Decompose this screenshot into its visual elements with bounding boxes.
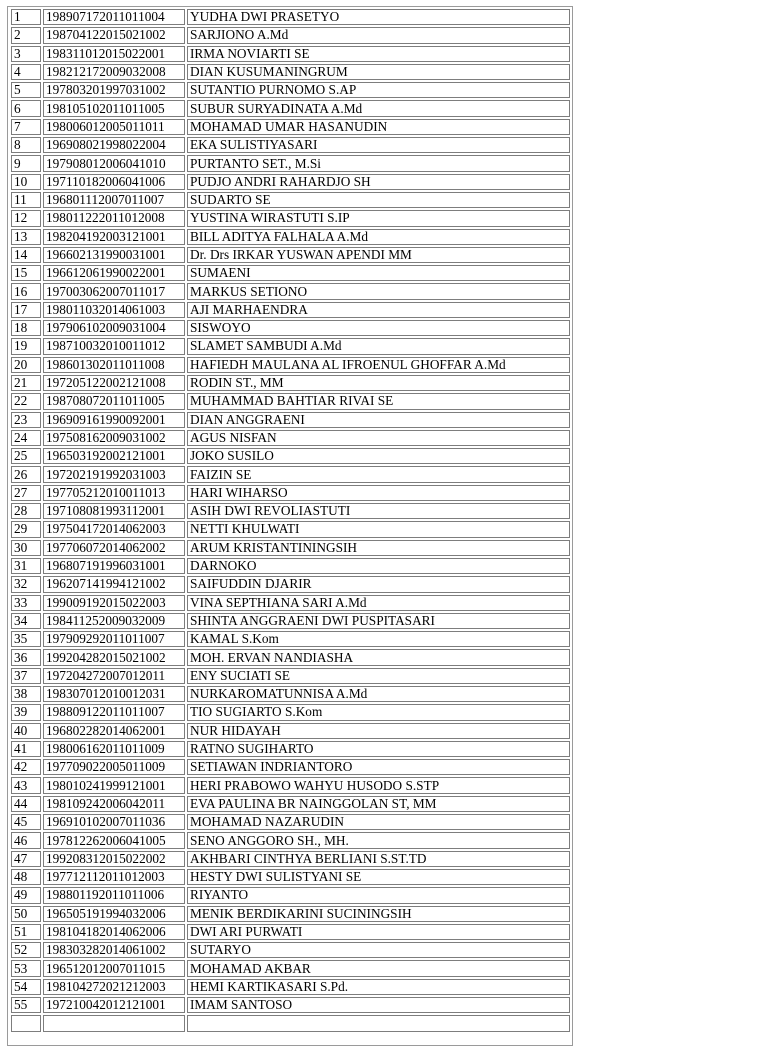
- row-number-cell: 54: [11, 979, 41, 995]
- nip-cell: 198303282014061002: [43, 942, 185, 958]
- table-row: [11, 265, 570, 281]
- name-cell: SLAMET SAMBUDI A.Md: [187, 338, 570, 354]
- table-row: [11, 777, 570, 793]
- name-cell: SUDARTO SE: [187, 192, 570, 208]
- table-row: [11, 448, 570, 464]
- nip-cell: 197508162009031002: [43, 430, 185, 446]
- table-row: [11, 247, 570, 263]
- row-number-cell: 9: [11, 155, 41, 171]
- table-row: [11, 430, 570, 446]
- table-row: [11, 704, 570, 720]
- nip-cell: 198708072011011005: [43, 393, 185, 409]
- row-number-cell: 45: [11, 814, 41, 830]
- row-number-cell: 37: [11, 668, 41, 684]
- row-number-cell: 2: [11, 27, 41, 43]
- row-number-cell: 40: [11, 723, 41, 739]
- row-number-cell: 52: [11, 942, 41, 958]
- name-cell: ARUM KRISTANTININGSIH: [187, 540, 570, 556]
- name-cell: [187, 1015, 570, 1031]
- table-row: [11, 759, 570, 775]
- row-number-cell: 55: [11, 997, 41, 1013]
- row-number-cell: 48: [11, 869, 41, 885]
- name-cell: BILL ADITYA FALHALA A.Md: [187, 229, 570, 245]
- name-cell: HAFIEDH MAULANA AL IFROENUL GHOFFAR A.Md: [187, 357, 570, 373]
- table-row: [11, 649, 570, 665]
- nip-cell: 196802282014062001: [43, 723, 185, 739]
- nip-cell: 197803201997031002: [43, 82, 185, 98]
- row-number-cell: 12: [11, 210, 41, 226]
- nip-cell: 198801192011011006: [43, 887, 185, 903]
- table-row: [11, 119, 570, 135]
- name-cell: MENIK BERDIKARINI SUCININGSIH: [187, 906, 570, 922]
- row-number-cell: 36: [11, 649, 41, 665]
- table-row: [11, 613, 570, 629]
- table-row: [11, 357, 570, 373]
- nip-cell: 198011222011012008: [43, 210, 185, 226]
- nip-cell: 197504172014062003: [43, 521, 185, 537]
- name-cell: VINA SEPTHIANA SARI A.Md: [187, 595, 570, 611]
- name-cell: RIYANTO: [187, 887, 570, 903]
- nip-cell: [43, 1015, 185, 1031]
- table-row: [11, 668, 570, 684]
- nip-cell: 198907172011011004: [43, 9, 185, 25]
- name-cell: IMAM SANTOSO: [187, 997, 570, 1013]
- nip-cell: 198212172009032008: [43, 64, 185, 80]
- nip-cell: 198105102011011005: [43, 100, 185, 116]
- name-cell: SHINTA ANGGRAENI DWI PUSPITASARI: [187, 613, 570, 629]
- name-cell: HESTY DWI SULISTYANI SE: [187, 869, 570, 885]
- table-row: [11, 686, 570, 702]
- table-row: [11, 320, 570, 336]
- name-cell: ASIH DWI REVOLIASTUTI: [187, 503, 570, 519]
- name-cell: IRMA NOVIARTI SE: [187, 46, 570, 62]
- row-number-cell: 13: [11, 229, 41, 245]
- row-number-cell: 21: [11, 375, 41, 391]
- row-number-cell: 4: [11, 64, 41, 80]
- name-cell: DWI ARI PURWATI: [187, 924, 570, 940]
- row-number-cell: 38: [11, 686, 41, 702]
- nip-cell: 198411252009032009: [43, 613, 185, 629]
- name-cell: EVA PAULINA BR NAINGGOLAN ST, MM: [187, 796, 570, 812]
- table-row: [11, 155, 570, 171]
- name-cell: RODIN ST., MM: [187, 375, 570, 391]
- row-number-cell: 24: [11, 430, 41, 446]
- name-cell: Dr. Drs IRKAR YUSWAN APENDI MM: [187, 247, 570, 263]
- nip-cell: 196801112007011007: [43, 192, 185, 208]
- row-number-cell: 32: [11, 576, 41, 592]
- row-number-cell: 41: [11, 741, 41, 757]
- table-row: [11, 960, 570, 976]
- table-row: [11, 283, 570, 299]
- name-cell: SUTANTIO PURNOMO S.AP: [187, 82, 570, 98]
- row-number-cell: 25: [11, 448, 41, 464]
- nip-cell: 197204272007012011: [43, 668, 185, 684]
- name-cell: NUR HIDAYAH: [187, 723, 570, 739]
- nip-cell: 197709022005011009: [43, 759, 185, 775]
- table-row: [11, 210, 570, 226]
- table-row: [11, 521, 570, 537]
- row-number-cell: 43: [11, 777, 41, 793]
- table-row: [11, 64, 570, 80]
- table-row: [11, 723, 570, 739]
- row-number-cell: 26: [11, 466, 41, 482]
- row-number-cell: 28: [11, 503, 41, 519]
- table-row: [11, 375, 570, 391]
- name-cell: NURKAROMATUNNISA A.Md: [187, 686, 570, 702]
- name-cell: SUTARYO: [187, 942, 570, 958]
- row-number-cell: 34: [11, 613, 41, 629]
- table-row: [11, 9, 570, 25]
- table-row: [11, 887, 570, 903]
- table-row: [11, 302, 570, 318]
- name-cell: ENY SUCIATI SE: [187, 668, 570, 684]
- nip-cell: 197705212010011013: [43, 485, 185, 501]
- row-number-cell: 19: [11, 338, 41, 354]
- name-cell: AKHBARI CINTHYA BERLIANI S.ST.TD: [187, 851, 570, 867]
- nip-cell: 197909292011011007: [43, 631, 185, 647]
- nip-cell: 198104182014062006: [43, 924, 185, 940]
- name-cell: PURTANTO SET., M.Si: [187, 155, 570, 171]
- name-cell: HEMI KARTIKASARI S.Pd.: [187, 979, 570, 995]
- nip-cell: 196207141994121002: [43, 576, 185, 592]
- nip-cell: 198010241999121001: [43, 777, 185, 793]
- name-cell: MARKUS SETIONO: [187, 283, 570, 299]
- row-number-cell: 39: [11, 704, 41, 720]
- name-cell: NETTI KHULWATI: [187, 521, 570, 537]
- nip-cell: 199208312015022002: [43, 851, 185, 867]
- nip-cell: 198311012015022001: [43, 46, 185, 62]
- row-number-cell: 47: [11, 851, 41, 867]
- table-row: [11, 174, 570, 190]
- row-number-cell: 51: [11, 924, 41, 940]
- name-cell: SUBUR SURYADINATA A.Md: [187, 100, 570, 116]
- name-cell: SENO ANGGORO SH., MH.: [187, 832, 570, 848]
- table-row: [11, 906, 570, 922]
- name-cell: YUSTINA WIRASTUTI S.IP: [187, 210, 570, 226]
- table-row: [11, 942, 570, 958]
- nip-cell: 197110182006041006: [43, 174, 185, 190]
- nip-cell: 196512012007011015: [43, 960, 185, 976]
- row-number-cell: 10: [11, 174, 41, 190]
- table-row: [11, 503, 570, 519]
- employee-table-body: [11, 9, 570, 1032]
- employee-table: [9, 7, 572, 1034]
- table-row: [11, 924, 570, 940]
- name-cell: AJI MARHAENDRA: [187, 302, 570, 318]
- name-cell: MOHAMAD UMAR HASANUDIN: [187, 119, 570, 135]
- nip-cell: 198109242006042011: [43, 796, 185, 812]
- nip-cell: 196909161990092001: [43, 412, 185, 428]
- nip-cell: 198809122011011007: [43, 704, 185, 720]
- name-cell: YUDHA DWI PRASETYO: [187, 9, 570, 25]
- row-number-cell: 29: [11, 521, 41, 537]
- name-cell: JOKO SUSILO: [187, 448, 570, 464]
- table-row: [11, 796, 570, 812]
- row-number-cell: 18: [11, 320, 41, 336]
- table-row: [11, 46, 570, 62]
- table-row: [11, 82, 570, 98]
- name-cell: EKA SULISTIYASARI: [187, 137, 570, 153]
- table-row: [11, 229, 570, 245]
- table-row: [11, 540, 570, 556]
- nip-cell: 196505191994032006: [43, 906, 185, 922]
- name-cell: SARJIONO A.Md: [187, 27, 570, 43]
- name-cell: MOHAMAD AKBAR: [187, 960, 570, 976]
- row-number-cell: 44: [11, 796, 41, 812]
- row-number-cell: 50: [11, 906, 41, 922]
- name-cell: HARI WIHARSO: [187, 485, 570, 501]
- nip-cell: 196602131990031001: [43, 247, 185, 263]
- name-cell: DIAN ANGGRAENI: [187, 412, 570, 428]
- nip-cell: 197202191992031003: [43, 466, 185, 482]
- name-cell: SETIAWAN INDRIANTORO: [187, 759, 570, 775]
- nip-cell: 197210042012121001: [43, 997, 185, 1013]
- table-row: [11, 412, 570, 428]
- row-number-cell: 17: [11, 302, 41, 318]
- name-cell: FAIZIN SE: [187, 466, 570, 482]
- table-row: [11, 100, 570, 116]
- table-row: [11, 851, 570, 867]
- name-cell: MOH. ERVAN NANDIASHA: [187, 649, 570, 665]
- table-row: [11, 558, 570, 574]
- table-row: [11, 595, 570, 611]
- table-row: [11, 832, 570, 848]
- table-row: [11, 631, 570, 647]
- nip-cell: 198006012005011011: [43, 119, 185, 135]
- table-row: [11, 741, 570, 757]
- row-number-cell: 30: [11, 540, 41, 556]
- table-row: [11, 466, 570, 482]
- row-number-cell: 46: [11, 832, 41, 848]
- name-cell: RATNO SUGIHARTO: [187, 741, 570, 757]
- nip-cell: 198104272021212003: [43, 979, 185, 995]
- name-cell: TIO SUGIARTO S.Kom: [187, 704, 570, 720]
- nip-cell: 197003062007011017: [43, 283, 185, 299]
- nip-cell: 198704122015021002: [43, 27, 185, 43]
- nip-cell: 198204192003121001: [43, 229, 185, 245]
- name-cell: PUDJO ANDRI RAHARDJO SH: [187, 174, 570, 190]
- nip-cell: 199204282015021002: [43, 649, 185, 665]
- nip-cell: 196807191996031001: [43, 558, 185, 574]
- nip-cell: 198011032014061003: [43, 302, 185, 318]
- name-cell: SAIFUDDIN DJARIR: [187, 576, 570, 592]
- table-row: [11, 192, 570, 208]
- row-number-cell: 31: [11, 558, 41, 574]
- row-number-cell: 6: [11, 100, 41, 116]
- nip-cell: 199009192015022003: [43, 595, 185, 611]
- table-row: [11, 1015, 570, 1031]
- nip-cell: 196503192002121001: [43, 448, 185, 464]
- name-cell: HERI PRABOWO WAHYU HUSODO S.STP: [187, 777, 570, 793]
- nip-cell: 197706072014062002: [43, 540, 185, 556]
- row-number-cell: 15: [11, 265, 41, 281]
- row-number-cell: 5: [11, 82, 41, 98]
- nip-cell: 198006162011011009: [43, 741, 185, 757]
- row-number-cell: 53: [11, 960, 41, 976]
- table-row: [11, 393, 570, 409]
- nip-cell: 198710032010011012: [43, 338, 185, 354]
- table-row: [11, 27, 570, 43]
- nip-cell: 197205122002121008: [43, 375, 185, 391]
- nip-cell: 197812262006041005: [43, 832, 185, 848]
- nip-cell: 197908012006041010: [43, 155, 185, 171]
- table-row: [11, 576, 570, 592]
- nip-cell: 197712112011012003: [43, 869, 185, 885]
- name-cell: SISWOYO: [187, 320, 570, 336]
- table-row: [11, 485, 570, 501]
- name-cell: MOHAMAD NAZARUDIN: [187, 814, 570, 830]
- table-row: [11, 997, 570, 1013]
- table-row: [11, 338, 570, 354]
- nip-cell: 197108081993112001: [43, 503, 185, 519]
- row-number-cell: 35: [11, 631, 41, 647]
- row-number-cell: 22: [11, 393, 41, 409]
- nip-cell: 196908021998022004: [43, 137, 185, 153]
- nip-cell: 196612061990022001: [43, 265, 185, 281]
- name-cell: AGUS NISFAN: [187, 430, 570, 446]
- name-cell: MUHAMMAD BAHTIAR RIVAI SE: [187, 393, 570, 409]
- table-row: [11, 137, 570, 153]
- row-number-cell: 7: [11, 119, 41, 135]
- row-number-cell: 27: [11, 485, 41, 501]
- row-number-cell: 49: [11, 887, 41, 903]
- nip-cell: 198307012010012031: [43, 686, 185, 702]
- row-number-cell: 14: [11, 247, 41, 263]
- name-cell: KAMAL S.Kom: [187, 631, 570, 647]
- name-cell: SUMAENI: [187, 265, 570, 281]
- name-cell: DARNOKO: [187, 558, 570, 574]
- row-number-cell: [11, 1015, 41, 1031]
- table-row: [11, 979, 570, 995]
- row-number-cell: 33: [11, 595, 41, 611]
- row-number-cell: 20: [11, 357, 41, 373]
- table-row: [11, 869, 570, 885]
- nip-cell: 196910102007011036: [43, 814, 185, 830]
- nip-cell: 198601302011011008: [43, 357, 185, 373]
- row-number-cell: 1: [11, 9, 41, 25]
- row-number-cell: 42: [11, 759, 41, 775]
- row-number-cell: 16: [11, 283, 41, 299]
- nip-cell: 197906102009031004: [43, 320, 185, 336]
- row-number-cell: 23: [11, 412, 41, 428]
- row-number-cell: 8: [11, 137, 41, 153]
- row-number-cell: 3: [11, 46, 41, 62]
- name-cell: DIAN KUSUMANINGRUM: [187, 64, 570, 80]
- row-number-cell: 11: [11, 192, 41, 208]
- table-row: [11, 814, 570, 830]
